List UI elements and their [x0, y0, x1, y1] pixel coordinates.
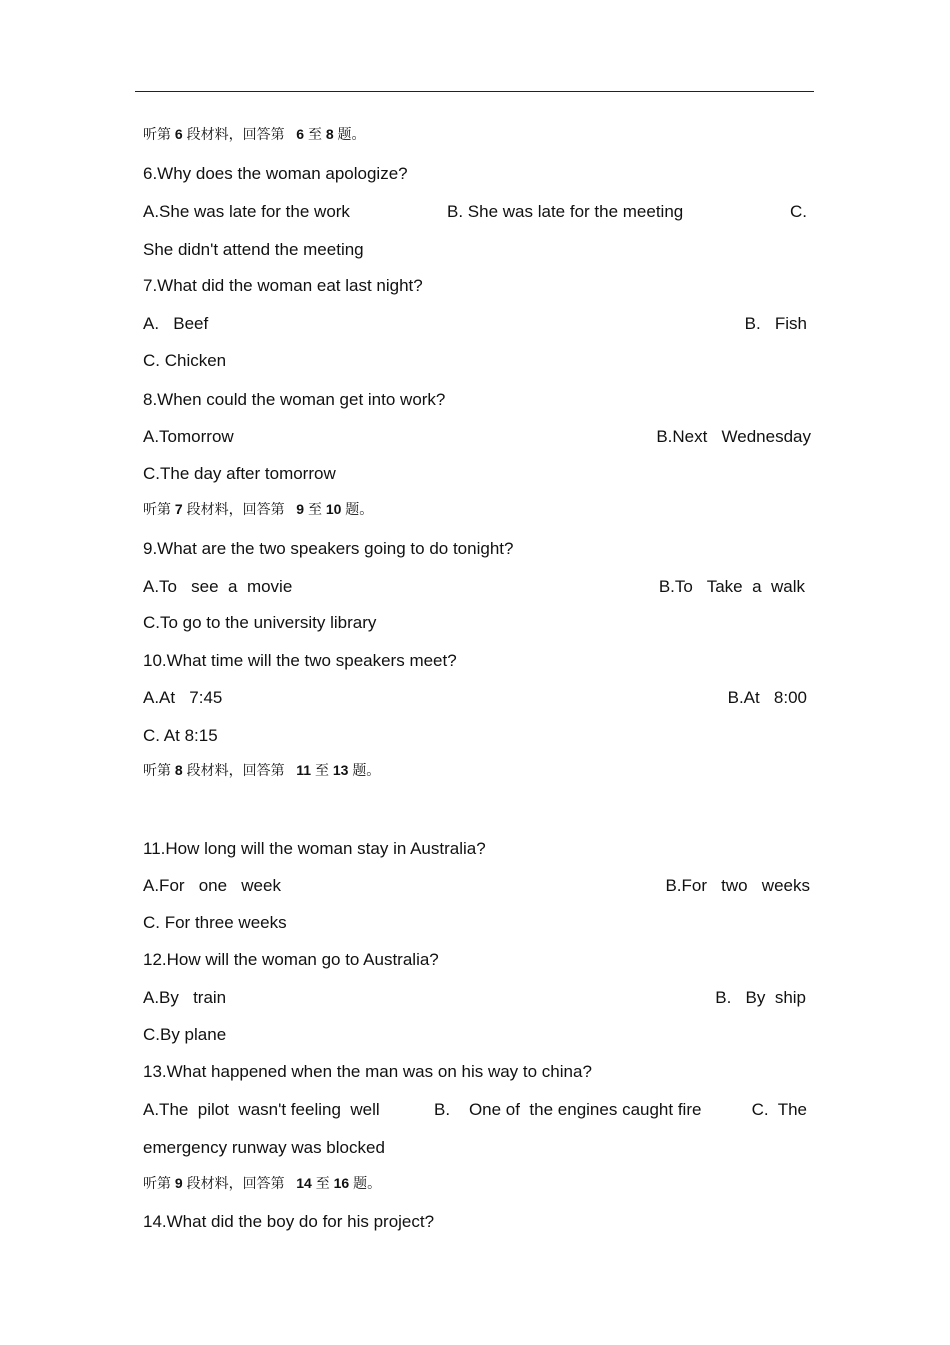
- question-8: 8.When could the woman get into work?: [143, 390, 446, 409]
- option-b: B.For two weeks: [665, 876, 810, 895]
- option-a: A.At 7:45: [143, 688, 223, 707]
- option-a: A.By train: [143, 988, 227, 1007]
- section-header: 听第 6 段材料，回答第 6 至 8 题。: [143, 126, 366, 142]
- option-a: A. Beef: [143, 314, 209, 333]
- option-c-label: C.: [790, 202, 807, 221]
- option-c: C. For three weeks: [143, 913, 287, 932]
- option-a: A.The pilot wasn't feeling well: [143, 1100, 380, 1119]
- option-b: B.To Take a walk: [658, 577, 805, 596]
- section-header: 听第 8 段材料，回答第 11 至 13 题。: [143, 762, 381, 778]
- option-a: A.To see a movie: [143, 577, 293, 596]
- option-a: A.She was late for the work: [143, 202, 350, 221]
- question-12: 12.How will the woman go to Australia?: [143, 950, 439, 969]
- option-c: C. Chicken: [143, 351, 227, 370]
- question-10: 10.What time will the two speakers meet?: [143, 651, 457, 670]
- section-header: 听第 9 段材料，回答第 14 至 16 题。: [143, 1175, 382, 1191]
- option-b: B. She was late for the meeting: [447, 202, 684, 221]
- option-b: B. By ship: [715, 988, 806, 1007]
- option-c: C. At 8:15: [143, 726, 218, 745]
- question-11: 11.How long will the woman stay in Australia?: [143, 839, 486, 858]
- option-b: B. One of the engines caught fire: [434, 1100, 702, 1119]
- section-header: 听第 7 段材料，回答第 9 至 10 题。: [143, 501, 374, 517]
- option-b: B. Fish: [744, 314, 807, 333]
- question-14: 14.What did the boy do for his project?: [143, 1212, 435, 1231]
- option-c: C.To go to the university library: [143, 613, 377, 632]
- option-c: C.The day after tomorrow: [143, 464, 336, 483]
- question-13: 13.What happened when the man was on his way to china?: [143, 1062, 592, 1081]
- question-9: 9.What are the two speakers going to do tonight?: [143, 539, 514, 558]
- option-c: emergency runway was blocked: [143, 1138, 385, 1157]
- option-a: A.Tomorrow: [143, 427, 234, 446]
- option-c: She didn't attend the meeting: [143, 240, 364, 259]
- option-b: B.Next Wednesday: [656, 427, 811, 446]
- question-6: 6.Why does the woman apologize?: [143, 164, 408, 183]
- question-7: 7.What did the woman eat last night?: [143, 276, 423, 295]
- header-rule: [135, 91, 814, 92]
- option-b: B.At 8:00: [727, 688, 807, 707]
- option-c-label: C. The: [751, 1100, 807, 1119]
- option-a: A.For one week: [143, 876, 281, 895]
- option-c: C.By plane: [143, 1025, 227, 1044]
